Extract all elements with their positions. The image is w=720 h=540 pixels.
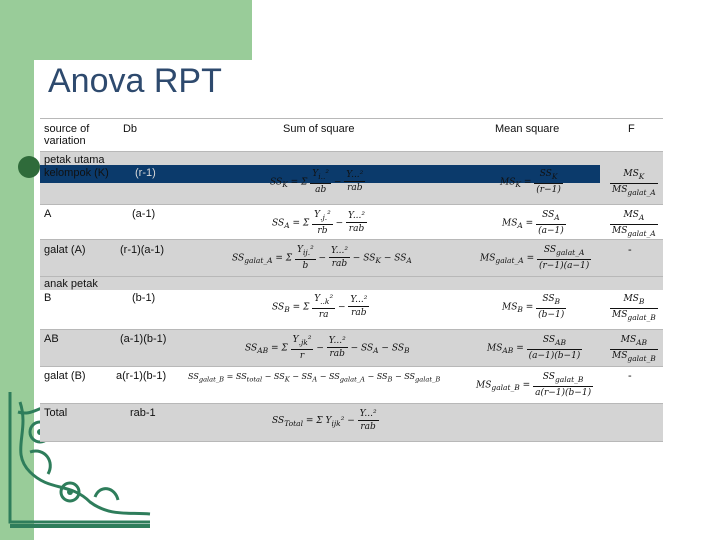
header-ss: Sum of square [283,123,355,135]
f-formula: $\frac{MS_{AB}}{MS_{galat\_B}}$ [612,335,656,363]
db-cell: a(r-1)(b-1) [116,370,167,382]
f-cell: - [628,244,632,256]
header-db: Db [122,123,138,135]
source-cell: galat (A) [44,244,86,256]
ms-formula: $MS_{galat\_A}$ = $\frac{SS_{galat\_A}}{(r-1)(a-1)}$ [480,245,590,271]
ms-formula: $MS_A$ = $\frac{SS_A}{(a-1)}$ [502,210,564,236]
section-label: anak petak [44,278,98,290]
header-source: source of variation [44,123,90,147]
f-cell: - [628,370,632,382]
ss-formula: $SS_{galat\_B} = SS_{total} - SS_K - SS_A - SS_{galat\_A} - SS_B - SS_{galat\_B}$ [188,372,441,384]
source-cell: Total [44,407,68,419]
db-cell: (r-1)(a-1) [120,244,164,256]
ss-formula: $SS_{galat\_A} = \Sigma$ $\frac{Y_{ij.}^2}{b}$ − $\frac{\text{Y...²}}{\text{rab}}$ − $SS_K - SS_A$ [232,245,412,271]
f-formula: $\frac{MS_A}{MS_{galat\_A}}$ [612,210,656,238]
f-formula: $\frac{MS_K}{MS_{galat\_A}}$ [612,169,656,197]
table-row [40,276,663,329]
table-row [40,366,663,403]
f-formula: $\frac{MS_B}{MS_{galat\_B}}$ [612,294,656,322]
table-row [40,239,663,276]
db-cell: (a-1) [132,208,156,220]
ss-formula: $SS_A = \Sigma$ $\frac{Y_{.j.}^2}{rb}$ − $\frac{\text{Y...²}}{\text{rab}}$ [272,210,366,236]
source-cell: B [44,292,52,304]
table-row [40,151,663,204]
table-row [40,204,663,239]
bullet-icon [18,156,40,178]
slide-title: Anova RPT [48,62,222,100]
table-header [40,118,663,151]
header-ms: Mean square [495,123,560,135]
ss-formula: $SS_K = \Sigma$ $\frac{Y_{i..}^2}{ab}$ − $\frac{\text{Y...²}}{\text{rab}}$ [270,169,364,195]
ms-formula: $MS_{galat\_B}$ = $\frac{SS_{galat\_B}}{a(r-1)(b-1)}$ [476,372,592,398]
ss-formula: $SS_{Total} = \Sigma$ $Y_{ijk}^2$ − $\frac{\text{Y...²}}{\text{rab}}$ [272,409,377,432]
source-cell: AB [44,333,59,345]
ss-formula: $SS_{AB} = \Sigma$ $\frac{Y_{.jk}^2}{r}$ − $\frac{\text{Y...²}}{\text{rab}}$ − $SS_A - SS_B$ [245,335,410,361]
source-cell: kelompok (K) [44,167,109,179]
db-cell: (a-1)(b-1) [120,333,167,345]
ss-formula: $SS_B = \Sigma$ $\frac{Y_{..k}^2}{ra}$ − $\frac{\text{Y...²}}{\text{rab}}$ [272,294,368,320]
source-cell: A [44,208,52,220]
ms-formula: $MS_B$ = $\frac{SS_B}{(b-1)}$ [502,294,565,320]
db-cell: (b-1) [132,292,156,304]
section-label: petak utama [44,154,105,166]
top-green-block [34,0,252,60]
ms-formula: $MS_{AB}$ = $\frac{SS_{AB}}{(a-1)(b-1)}$ [487,335,581,361]
source-cell: galat (B) [44,370,86,382]
db-cell: rab-1 [130,407,156,419]
db-cell: (r-1) [135,167,156,179]
ms-formula: $MS_K$ = $\frac{SS_K}{(r-1)}$ [500,169,561,195]
header-f: F [628,123,635,135]
table-row [40,329,663,366]
table-row [40,403,663,442]
anova-table [40,118,663,442]
